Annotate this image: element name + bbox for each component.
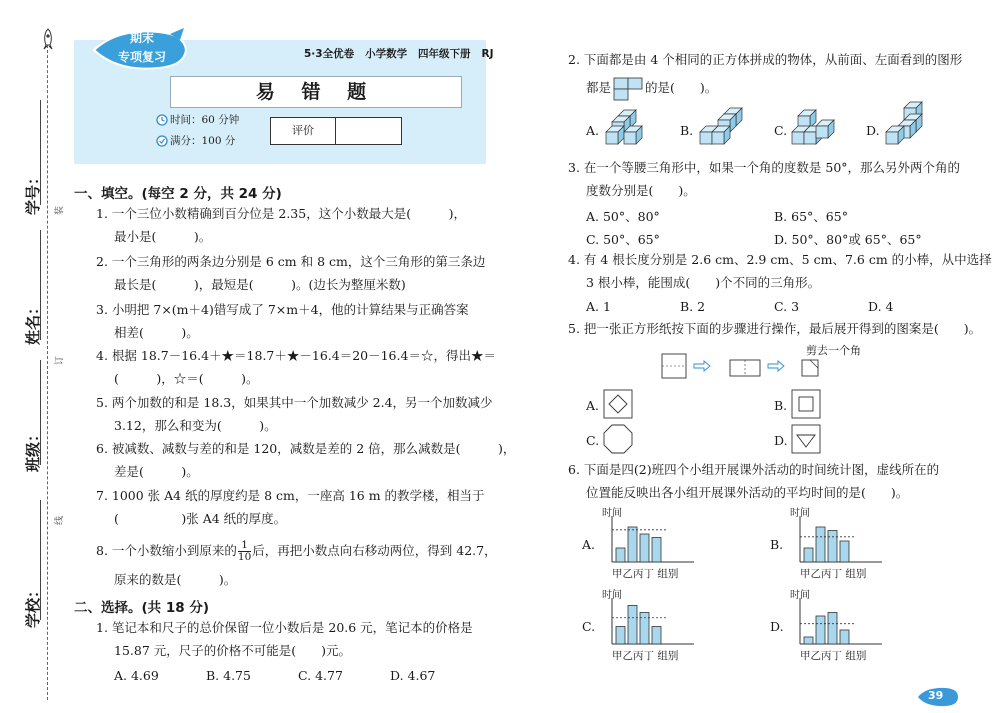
shape-diamond-in-square [602, 388, 634, 420]
s1-q8-line1 [96, 539, 497, 563]
time-label: 时间：60 分钟 [170, 114, 240, 126]
s1-q7-line1: 7. 1000 张 A4 纸的厚度约是 8 cm，一座高 16 m 的教学楼，相当于 [96, 488, 485, 503]
chart-bar [616, 627, 625, 645]
s1-q8-text-a: 8. 一个小数缩小到原来的 [96, 543, 237, 558]
chart-bar [616, 548, 625, 562]
chart-a-container [598, 506, 698, 582]
s2-q2-option-a[interactable]: A. [586, 123, 600, 138]
chart-b-container [786, 506, 886, 582]
s2-q3-line1: 3. 在一个等腰三角形中，如果一个角的度数是 50°，那么另外两个角的 [568, 160, 961, 175]
book-info [304, 46, 494, 61]
s1-q6-line1: 6. 被减数、减数与差的和是 120，减数是差的 2 倍，那么减数是( )， [96, 441, 516, 456]
chart-d-container [786, 588, 886, 664]
cube-figure-b [698, 106, 744, 146]
s2-q4-option-c[interactable]: C. 3 [774, 299, 800, 314]
s2-q2-line2 [586, 76, 717, 101]
s1-q3-line2: 相差( )。 [114, 325, 199, 340]
s2-q5-option-a[interactable]: A. [586, 398, 600, 413]
chart-bar [804, 637, 813, 644]
s1-q5-line1: 5. 两个加数的和是 18.3，如果其中一个加数减少 2.4，另一个加数减少 [96, 395, 493, 410]
rocket-icon [41, 28, 55, 50]
shape-octagon [602, 423, 634, 455]
s2-q1-line1: 1. 笔记本和尺子的总价保留一位小数后是 20.6 元，笔记本的价格是 [96, 620, 473, 635]
evaluation-field[interactable] [336, 118, 401, 144]
s2-q1-line2: 15.87 元，尺子的价格不可能是( )元。 [114, 643, 352, 658]
badge-line1: 期末 [129, 31, 154, 45]
score-icon [156, 135, 168, 147]
book-series: 5·3全优卷 [304, 48, 355, 60]
chart-bar [816, 616, 825, 644]
s2-q2-text-post: 的是( )。 [645, 80, 718, 95]
name-label: 姓名： [24, 299, 42, 345]
chart-c-ylabel: 时间 [602, 590, 622, 601]
chart-bar [640, 534, 649, 562]
chart-d-ylabel: 时间 [790, 590, 810, 601]
chart-a-xlabel: 甲乙丙丁 组别 [612, 568, 679, 580]
s2-q1-option-b[interactable]: B. 4.75 [206, 668, 251, 683]
chart-bar [840, 630, 849, 644]
chart-b-xlabel: 甲乙丙丁 组别 [800, 568, 867, 580]
s2-q2-line1: 2. 下面都是由 4 个相同的正方体拼成的物体，从前面、左面看到的图形 [568, 52, 963, 67]
s2-q1-option-a[interactable]: A. 4.69 [114, 668, 159, 683]
school-label: 学校： [24, 582, 42, 628]
paper-folding-steps [660, 350, 840, 382]
score-label: 满分：100 分 [170, 135, 236, 147]
s2-q6-option-c[interactable]: C. [582, 619, 596, 634]
chart-bar [640, 613, 649, 645]
name-line [40, 230, 41, 340]
s2-q3-option-b[interactable]: B. 65°、65° [774, 209, 848, 224]
view-shape-icon [613, 77, 643, 101]
chart-bar [840, 541, 849, 562]
s2-q5-option-c[interactable]: C. [586, 433, 600, 448]
page-number: 39 [928, 689, 944, 702]
s2-q3-option-a[interactable]: A. 50°、80° [586, 209, 660, 224]
s1-q3-line1: 3. 小明把 7×(m＋4)错写成了 7×m＋4，他的计算结果与正确答案 [96, 302, 469, 317]
chart-bar [828, 531, 837, 563]
s1-q4-line2: ( )，☆＝( )。 [114, 371, 259, 386]
s2-q1-option-d[interactable]: D. 4.67 [390, 668, 436, 683]
chart-b-ylabel: 时间 [790, 508, 810, 519]
chart-a-ylabel: 时间 [602, 508, 622, 519]
s1-q6-line2: 差是( )。 [114, 464, 199, 479]
fraction-numerator: 1 [238, 540, 251, 552]
chart-bar [628, 606, 637, 645]
s1-q7-line2: ( )张 A4 纸的厚度。 [114, 511, 287, 526]
evaluation-box [270, 117, 402, 145]
class-label: 班级： [24, 426, 42, 472]
fraction-denominator: 10 [237, 551, 252, 563]
book-edition: RJ [481, 48, 494, 60]
chart-bar [652, 538, 661, 563]
cube-figure-c [790, 106, 836, 146]
s2-q2-option-c[interactable]: C. [774, 123, 788, 138]
s1-q2-line1: 2. 一个三角形的两条边分别是 6 cm 和 8 cm，这个三角形的第三条边 [96, 254, 486, 269]
s2-q6-option-b[interactable]: B. [770, 537, 784, 552]
class-line [40, 360, 41, 465]
s2-q1-option-c[interactable]: C. 4.77 [298, 668, 343, 683]
s1-q4-line1: 4. 根据 18.7－16.4＋★＝18.7＋★－16.4＝20－16.4＝☆，得出★＝ [96, 348, 496, 363]
s1-q2-line2: 最长是( )，最短是( )。(边长为整厘米数) [114, 277, 406, 292]
badge-line2: 专项复习 [117, 50, 166, 64]
binding-mark-xian: 线 [55, 515, 65, 525]
chart-c-xlabel: 甲乙丙丁 组别 [612, 650, 679, 662]
s2-q5-note: 剪去一个角 [806, 344, 861, 357]
fraction-one-tenth [238, 540, 251, 563]
section1-title: 一、填空。(每空 2 分，共 24 分) [74, 186, 282, 202]
student-id-label: 学号： [24, 169, 42, 215]
s2-q2-text-pre: 都是 [586, 80, 612, 95]
binding-mark-ding: 订 [55, 355, 65, 365]
s2-q6-line1: 6. 下面是四(2)班四个小组开展课外活动的时间统计图，虚线所在的 [568, 462, 940, 477]
s2-q3-option-c[interactable]: C. 50°、65° [586, 232, 660, 247]
shape-triangle-in-square [790, 423, 822, 455]
chart-bar [804, 548, 813, 562]
shape-square-in-square [790, 388, 822, 420]
s1-q8-line2: 原来的数是( )。 [114, 572, 237, 587]
s2-q4-option-b[interactable]: B. 2 [680, 299, 706, 314]
page-title: 易 错 题 [170, 76, 462, 108]
binding-mark-zhuang: 装 [55, 205, 65, 215]
section2-title: 二、选择。(共 18 分) [74, 600, 210, 616]
cube-figure-d [884, 100, 930, 146]
evaluation-label: 评价 [271, 118, 336, 144]
chart-bar [652, 627, 661, 645]
s2-q5-line1: 5. 把一张正方形纸按下面的步骤进行操作，最后展开得到的图案是( )。 [568, 321, 982, 336]
s2-q2-option-b[interactable]: B. [680, 123, 694, 138]
s2-q2-option-d[interactable]: D. [866, 123, 880, 138]
s2-q3-option-d[interactable]: D. 50°、80°或 65°、65° [774, 232, 922, 247]
s2-q3-line2: 度数分别是( )。 [586, 183, 696, 198]
chart-c-container [598, 588, 698, 664]
student-id-line [40, 100, 41, 205]
s1-q8-text-c: 后，再把小数点向右移动两位，得到 42.7， [252, 543, 497, 558]
s2-q5-option-d[interactable]: D. [774, 433, 788, 448]
s2-q6-line2: 位置能反映出各小组开展课外活动的平均时间的是( )。 [586, 485, 909, 500]
s1-q1-line1: 1. 一个三位小数精确到百分位是 2.35，这个小数最大是( )， [96, 206, 466, 221]
book-subject: 小学数学 [365, 48, 408, 60]
s2-q5-option-b[interactable]: B. [774, 398, 788, 413]
s2-q6-option-a[interactable]: A. [582, 537, 596, 552]
s2-q6-option-d[interactable]: D. [770, 619, 784, 634]
s2-q4-option-d[interactable]: D. 4 [868, 299, 894, 314]
school-line [40, 500, 41, 620]
chart-d-xlabel: 甲乙丙丁 组别 [800, 650, 867, 662]
s2-q4-line1: 4. 有 4 根长度分别是 2.6 cm、2.9 cm、5 cm、7.6 cm 的小棒，从中选择 [568, 252, 992, 267]
chart-bar [816, 527, 825, 562]
s1-q5-line2: 3.12，那么和变为( )。 [114, 418, 277, 433]
cube-figure-a [604, 106, 650, 146]
s2-q4-line2: 3 根小棒，能围成( )个不同的三角形。 [586, 275, 821, 290]
s1-q1-line2: 最小是( )。 [114, 229, 212, 244]
clock-icon [156, 114, 168, 126]
chart-bar [828, 613, 837, 645]
book-grade: 四年级下册 [418, 48, 471, 60]
binding-dashed-line [47, 30, 48, 700]
chart-bar [628, 527, 637, 562]
s2-q4-option-a[interactable]: A. 1 [586, 299, 611, 314]
